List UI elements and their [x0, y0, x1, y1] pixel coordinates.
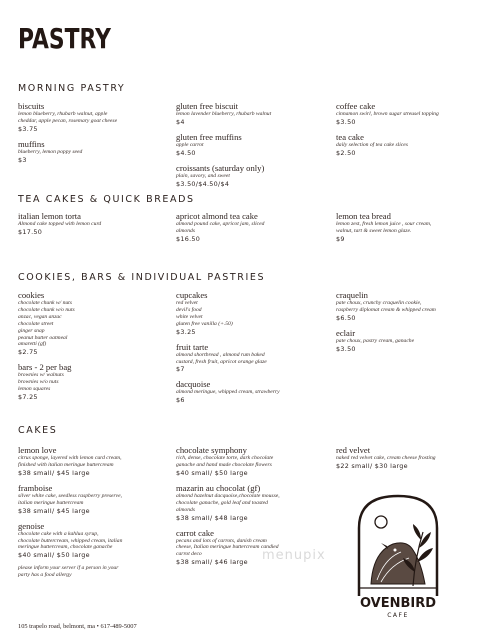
- menu-item-price: $6.50: [336, 313, 356, 322]
- menu-item-name: muffins: [18, 138, 45, 149]
- menu-item-name: red velvet: [336, 445, 371, 455]
- menu-item-description: white velvet: [176, 313, 203, 320]
- menu-item-name: cookies: [18, 290, 45, 300]
- menu-item-price: $7.25: [18, 393, 38, 402]
- menu-item-description: ginger snap: [18, 327, 45, 334]
- section-heading-cookies: COOKIES, BARS & INDIVIDUAL PASTRIES: [18, 272, 266, 283]
- menu-item-description: meringue buttercream, chocolate ganache: [18, 544, 113, 551]
- menu-item-name: craquelin: [336, 290, 368, 300]
- menu-item-description: almonds: [176, 506, 195, 513]
- cookies-col-3: [336, 290, 483, 359]
- menu-item-name: chocolate symphony: [176, 445, 247, 455]
- menu-item-description: chocolate chunk w/ nuts: [18, 300, 72, 306]
- cookies-col-2: [176, 290, 326, 410]
- menu-item-price: $6: [176, 396, 185, 405]
- menu-item-price: $38 small/ $45 large: [18, 506, 90, 515]
- menu-item: [336, 132, 483, 157]
- menu-item-description: italian meringue buttercream: [18, 499, 84, 506]
- menu-item-description: almond meringue, whipped cream, strawberry: [176, 389, 280, 396]
- menu-item-description: cheese, Italian meringue buttercream candied: [176, 544, 279, 551]
- menu-item: [18, 521, 168, 560]
- section-heading-morning-pastry: MORNING PASTRY: [18, 83, 126, 94]
- watermark: menupix: [262, 548, 326, 563]
- logo-wordmark: OVENBIRD: [359, 596, 437, 611]
- tea-col-2: [176, 211, 326, 249]
- cookies-col-1: [18, 290, 168, 407]
- menu-item-description: almond pound cake, apricot jam, sliced: [176, 221, 265, 227]
- menu-item-price: $3.75: [18, 124, 38, 133]
- menu-item: [18, 445, 168, 477]
- menu-item-name: apricot almond tea cake: [176, 211, 258, 221]
- menu-item-description: daily selection of tea cake slices: [336, 141, 408, 148]
- menu-item-description: cheddar, apple pecan, rosemary goat cheese: [18, 117, 118, 124]
- menu-item: [336, 290, 483, 322]
- menu-item-name: croissants (saturday only): [176, 162, 265, 173]
- tea-col-3: [336, 211, 483, 249]
- ovenbird-emblem-icon: [351, 488, 446, 623]
- footer-address: 105 trapelo road, belmont, ma • 617-489-5007: [18, 623, 137, 630]
- menu-item-name: fruit tarte: [176, 341, 209, 352]
- menu-item-description: lemon zest, fresh lemon juice , sour cream,: [336, 221, 432, 227]
- menu-item-description: ganache and hand made chocolate flowers: [176, 461, 272, 468]
- menu-item-description: blueberry, lemon poppy seed: [18, 148, 83, 155]
- menu-item-name: italian lemon torta: [18, 211, 82, 221]
- menu-item-price: $38 small/ $45 large: [18, 468, 90, 477]
- menu-item-description: raspberry diplomat cream & whipped cream: [336, 306, 436, 313]
- menu-item-price: $16.50: [176, 234, 201, 243]
- menu-item-price: $3.25: [176, 327, 196, 336]
- menu-item-price: $9: [336, 234, 345, 243]
- menu-item-name: gluten free muffins: [176, 131, 242, 142]
- menu-item-description: plain, savory, and sweet: [176, 172, 230, 179]
- menu-item-description: finished with italian meringue buttercream: [18, 461, 114, 468]
- menu-item-description: Almond cake topped with lemon curd: [18, 221, 102, 227]
- menu-item-price: $40 small/ $50 large: [176, 468, 248, 477]
- menu-item-name: bars - 2 per bag: [18, 362, 72, 373]
- menu-item-description: almond hazelnut dacquoise,chocolate mousse,: [176, 492, 280, 499]
- menu-item-description: lemon lavender blueberry, rhubarb walnut: [176, 111, 272, 117]
- menu-item: [336, 328, 483, 353]
- menu-item-description: gluten free vanilla (+.50): [176, 320, 233, 327]
- allergy-note-line: please inform your server if a person in your: [18, 565, 119, 572]
- menu-item-price: $22 small/ $30 large: [336, 461, 408, 470]
- menu-item-name: framboise: [18, 482, 53, 493]
- ovenbird-logo: [351, 488, 446, 623]
- menu-item-name: biscuits: [18, 101, 45, 111]
- menu-item-description: brownies w/ walnuts: [18, 372, 64, 379]
- menu-item-price: $7: [176, 365, 185, 374]
- menu-item-description: carrot deco: [176, 551, 202, 558]
- menu-item-description: devil's food: [176, 306, 202, 313]
- menu-item-description: brownies w/o nuts: [18, 379, 59, 386]
- menu-item-price: $17.50: [18, 227, 43, 236]
- menu-item: [176, 379, 326, 404]
- menu-item-name: lemon tea bread: [336, 211, 391, 221]
- tea-col-1: [18, 211, 168, 242]
- menu-item-description: citrus sponge, layered with lemon curd cream,: [18, 455, 122, 461]
- menu-item-name: coffee cake: [336, 101, 376, 111]
- cakes-col-3: [336, 445, 483, 476]
- section-heading-tea-cakes: TEA CAKES & QUICK BREADS: [18, 194, 195, 205]
- menu-item-name: tea cake: [336, 131, 364, 142]
- menu-item-price: $40 small/ $50 large: [18, 551, 90, 560]
- menu-item: [336, 445, 483, 470]
- morning-col-2: [176, 101, 326, 194]
- menu-item-description: chocolate buttercream, whipped cream, italian: [18, 537, 123, 544]
- menu-item-description: walnut, tart & sweet lemon glaze.: [336, 227, 412, 234]
- menu-item-price: $2.50: [336, 148, 356, 157]
- menu-item-description: peanut butter oatmeal: [18, 334, 68, 341]
- menu-item-price: $3.50: [336, 117, 356, 126]
- allergy-note: [18, 565, 168, 579]
- menu-item-description: pecans and lots of carrots, danish cream: [176, 537, 267, 544]
- menu-item: [176, 290, 326, 336]
- menu-item: [18, 483, 168, 515]
- menu-item-name: carrot cake: [176, 527, 214, 538]
- menu-item-description: naked red velvet cake, cream cheese frosting: [336, 455, 436, 461]
- menu-item-description: silver white cake, seedless raspberry preserve,: [18, 492, 123, 499]
- menu-item: [176, 101, 326, 126]
- menu-item-name: mazarin au chocolat (gf): [176, 482, 261, 493]
- morning-col-3: [336, 101, 483, 163]
- menu-item-price: $4: [176, 117, 185, 126]
- menu-item-description: lemon squares: [18, 386, 51, 393]
- menu-item-price: $3.50/$4.50/$4: [176, 179, 230, 188]
- menu-item-name: lemon love: [18, 445, 57, 455]
- menu-item-name: eclair: [336, 327, 356, 338]
- menu-item-description: chocolate street: [18, 320, 54, 327]
- menu-item: [336, 101, 483, 126]
- allergy-note-line: party has a food allergy: [18, 572, 72, 579]
- menu-item-description: chocolate cake with a kahlua syrup,: [18, 530, 99, 537]
- menu-item-description: chocolate ganache, gold leaf and toasted: [176, 499, 268, 506]
- menu-item-name: genoise: [18, 520, 45, 531]
- menu-item: [18, 362, 168, 401]
- menu-item-price: $38 small/ $48 large: [176, 513, 248, 522]
- menu-item-description: anzac, vegan anzac: [18, 313, 62, 320]
- cakes-col-1: [18, 445, 168, 579]
- menu-item-price: $3.50: [336, 344, 356, 353]
- section-heading-cakes: CAKES: [18, 425, 58, 436]
- menu-item-price: $3: [18, 155, 27, 164]
- menu-item-description: chocolate chunk w/o nuts: [18, 306, 75, 313]
- menu-item: [176, 342, 326, 374]
- menu-item-description: lemon blueberry, rhubarb walnut, apple: [18, 111, 108, 117]
- menu-item-price: $2.75: [18, 348, 38, 357]
- menu-item-description: rich, dense, chocolate torte, dark chocolate: [176, 455, 274, 461]
- menu-item: [18, 101, 168, 133]
- menu-item: [176, 445, 326, 477]
- menu-item-description: pate choux, pastry cream, ganache: [336, 337, 415, 344]
- menu-item: [176, 211, 326, 243]
- menu-item-price: $4.50: [176, 148, 196, 157]
- menu-item: [176, 163, 326, 188]
- logo-subtitle: CAFE: [387, 612, 409, 619]
- menu-item-description: almond shortbread , almond rum baked: [176, 351, 265, 358]
- menu-item-description: custard, fresh fruit, apricot orange glaze: [176, 358, 267, 365]
- menu-item: [18, 139, 168, 164]
- page-title: PASTRY: [18, 22, 111, 55]
- menu-item-description: almonds: [176, 227, 195, 234]
- menu-item-price: $38 small/ $46 large: [176, 558, 248, 567]
- menu-item: [176, 483, 326, 522]
- menu-item-name: cupcakes: [176, 290, 208, 300]
- menu-item: [176, 132, 326, 157]
- menu-item: [18, 211, 168, 236]
- cakes-col-1-items: [18, 445, 168, 559]
- menu-item-description: cinnamon swirl, brown sugar streusel topping: [336, 111, 439, 117]
- morning-col-1: [18, 101, 168, 170]
- menu-item-description: apple carrot: [176, 141, 204, 148]
- menu-item-description: pate choux, crunchy craquelin cookie,: [336, 300, 422, 306]
- menu-item: [18, 290, 168, 356]
- menu-item-description: red velvet: [176, 300, 198, 306]
- menu-item-name: dacquoise: [176, 379, 211, 390]
- menu-item-description: amaretti (gf): [18, 341, 47, 348]
- menu-item: [336, 211, 483, 243]
- menu-item-name: gluten free biscuit: [176, 101, 239, 111]
